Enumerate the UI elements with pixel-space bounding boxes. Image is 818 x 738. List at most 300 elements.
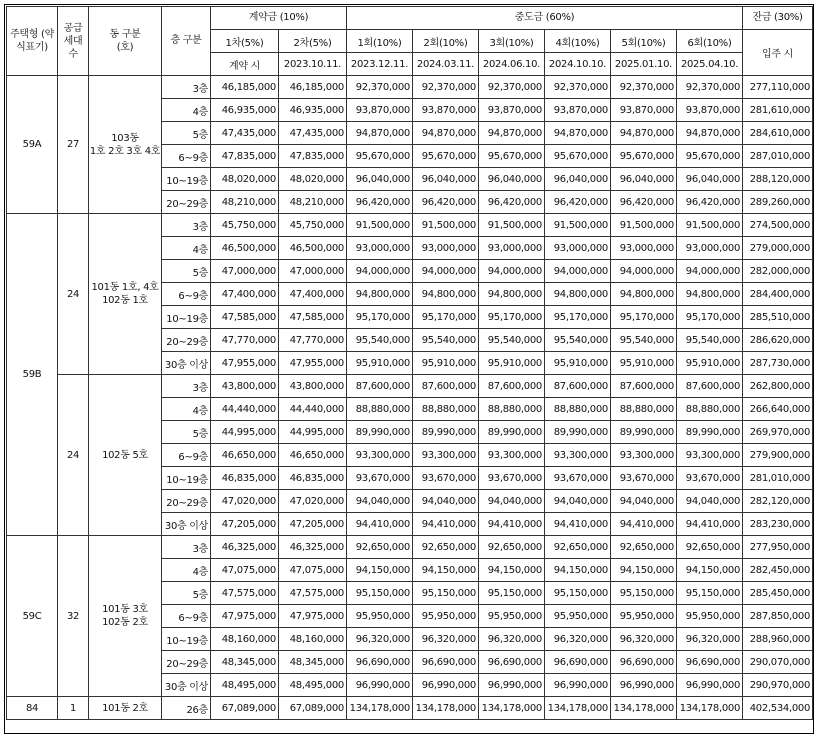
middle-3-cell: 88,880,000 (479, 398, 545, 421)
middle-2-cell: 94,410,000 (413, 513, 479, 536)
middle-5-cell: 92,370,000 (611, 76, 677, 99)
middle-4-cell: 94,800,000 (545, 283, 611, 306)
middle-4-cell: 96,040,000 (545, 168, 611, 191)
contract-1-cell: 47,205,000 (211, 513, 279, 536)
contract-1-cell: 48,495,000 (211, 674, 279, 697)
middle-5-cell: 95,950,000 (611, 605, 677, 628)
contract-2-cell: 67,089,000 (279, 697, 347, 720)
middle-1-cell: 91,500,000 (347, 214, 413, 237)
header-middle-3: 3회(10%) (479, 30, 545, 53)
balance-cell: 262,800,000 (743, 375, 813, 398)
contract-2-cell: 47,435,000 (279, 122, 347, 145)
header-contract-1: 1차(5%) (211, 30, 279, 53)
contract-2-cell: 47,770,000 (279, 329, 347, 352)
middle-6-cell: 96,420,000 (677, 191, 743, 214)
contract-1-cell: 47,020,000 (211, 490, 279, 513)
middle-1-cell: 96,420,000 (347, 191, 413, 214)
middle-3-cell: 93,670,000 (479, 467, 545, 490)
middle-5-cell: 94,870,000 (611, 122, 677, 145)
floor-cell: 30층 이상 (162, 674, 211, 697)
middle-2-cell: 93,670,000 (413, 467, 479, 490)
middle-1-cell: 96,690,000 (347, 651, 413, 674)
middle-6-cell: 94,150,000 (677, 559, 743, 582)
contract-2-cell: 47,575,000 (279, 582, 347, 605)
middle-6-cell: 89,990,000 (677, 421, 743, 444)
middle-2-cell: 94,800,000 (413, 283, 479, 306)
middle-4-cell: 92,370,000 (545, 76, 611, 99)
header-middle-5: 5회(10%) (611, 30, 677, 53)
type-cell: 84 (7, 697, 58, 720)
middle-3-cell: 134,178,000 (479, 697, 545, 720)
balance-cell: 266,640,000 (743, 398, 813, 421)
middle-2-cell: 91,500,000 (413, 214, 479, 237)
middle-4-cell: 95,910,000 (545, 352, 611, 375)
dong-cell: 101동 1호, 4호 102동 1호 (89, 214, 162, 375)
supply-cell: 24 (58, 214, 89, 375)
middle-6-cell: 93,000,000 (677, 237, 743, 260)
table-body (7, 76, 813, 720)
balance-cell: 285,510,000 (743, 306, 813, 329)
middle-5-cell: 93,870,000 (611, 99, 677, 122)
middle-4-cell: 94,000,000 (545, 260, 611, 283)
balance-cell: 282,000,000 (743, 260, 813, 283)
middle-4-cell: 94,870,000 (545, 122, 611, 145)
floor-cell: 6~9층 (162, 283, 211, 306)
floor-cell: 3층 (162, 76, 211, 99)
middle-3-cell: 95,950,000 (479, 605, 545, 628)
balance-cell: 279,900,000 (743, 444, 813, 467)
contract-2-cell: 44,440,000 (279, 398, 347, 421)
middle-1-cell: 95,540,000 (347, 329, 413, 352)
balance-cell: 289,260,000 (743, 191, 813, 214)
contract-1-cell: 46,325,000 (211, 536, 279, 559)
middle-6-cell: 96,320,000 (677, 628, 743, 651)
balance-cell: 287,010,000 (743, 145, 813, 168)
floor-cell: 4층 (162, 237, 211, 260)
balance-cell: 281,610,000 (743, 99, 813, 122)
balance-cell: 285,450,000 (743, 582, 813, 605)
table-row (7, 697, 813, 720)
middle-1-cell: 92,370,000 (347, 76, 413, 99)
header-middle-1: 1회(10%) (347, 30, 413, 53)
dong-cell: 101동 2호 (89, 697, 162, 720)
middle-2-cell: 88,880,000 (413, 398, 479, 421)
header-balance-label: 입주 시 (743, 30, 813, 76)
middle-6-cell: 91,500,000 (677, 214, 743, 237)
middle-1-cell: 94,150,000 (347, 559, 413, 582)
middle-1-cell: 94,870,000 (347, 122, 413, 145)
middle-5-cell: 95,150,000 (611, 582, 677, 605)
middle-1-cell: 96,990,000 (347, 674, 413, 697)
floor-cell: 20~29층 (162, 329, 211, 352)
middle-2-cell: 92,370,000 (413, 76, 479, 99)
contract-2-cell: 46,935,000 (279, 99, 347, 122)
dong-cell: 101동 3호 102동 2호 (89, 536, 162, 697)
middle-2-cell: 96,690,000 (413, 651, 479, 674)
middle-6-cell: 134,178,000 (677, 697, 743, 720)
contract-2-cell: 47,975,000 (279, 605, 347, 628)
header-contract-2: 2차(5%) (279, 30, 347, 53)
middle-2-cell: 89,990,000 (413, 421, 479, 444)
middle-5-cell: 94,000,000 (611, 260, 677, 283)
header-date-m6: 2025.04.10. (677, 53, 743, 76)
middle-5-cell: 96,320,000 (611, 628, 677, 651)
balance-cell: 274,500,000 (743, 214, 813, 237)
middle-1-cell: 92,650,000 (347, 536, 413, 559)
floor-cell: 5층 (162, 421, 211, 444)
middle-4-cell: 95,150,000 (545, 582, 611, 605)
balance-cell: 282,120,000 (743, 490, 813, 513)
middle-2-cell: 134,178,000 (413, 697, 479, 720)
middle-1-cell: 93,300,000 (347, 444, 413, 467)
middle-4-cell: 96,320,000 (545, 628, 611, 651)
contract-1-cell: 46,185,000 (211, 76, 279, 99)
contract-1-cell: 43,800,000 (211, 375, 279, 398)
middle-3-cell: 93,300,000 (479, 444, 545, 467)
contract-2-cell: 47,205,000 (279, 513, 347, 536)
middle-6-cell: 95,540,000 (677, 329, 743, 352)
middle-4-cell: 93,300,000 (545, 444, 611, 467)
contract-2-cell: 47,020,000 (279, 490, 347, 513)
middle-2-cell: 95,170,000 (413, 306, 479, 329)
middle-5-cell: 94,410,000 (611, 513, 677, 536)
header-date-m1: 2023.12.11. (347, 53, 413, 76)
middle-5-cell: 96,420,000 (611, 191, 677, 214)
middle-5-cell: 96,990,000 (611, 674, 677, 697)
header-middle-2: 2회(10%) (413, 30, 479, 53)
floor-cell: 30층 이상 (162, 513, 211, 536)
supply-cell: 24 (58, 375, 89, 536)
header-contract-group: 계약금 (10%) (211, 7, 347, 30)
middle-1-cell: 94,800,000 (347, 283, 413, 306)
balance-cell: 284,400,000 (743, 283, 813, 306)
floor-cell: 20~29층 (162, 490, 211, 513)
middle-6-cell: 88,880,000 (677, 398, 743, 421)
middle-1-cell: 89,990,000 (347, 421, 413, 444)
middle-5-cell: 94,040,000 (611, 490, 677, 513)
contract-1-cell: 48,160,000 (211, 628, 279, 651)
middle-6-cell: 96,690,000 (677, 651, 743, 674)
middle-1-cell: 94,410,000 (347, 513, 413, 536)
middle-3-cell: 95,670,000 (479, 145, 545, 168)
contract-1-cell: 47,585,000 (211, 306, 279, 329)
middle-3-cell: 94,410,000 (479, 513, 545, 536)
middle-1-cell: 88,880,000 (347, 398, 413, 421)
middle-2-cell: 94,870,000 (413, 122, 479, 145)
middle-1-cell: 95,670,000 (347, 145, 413, 168)
middle-2-cell: 92,650,000 (413, 536, 479, 559)
middle-4-cell: 95,670,000 (545, 145, 611, 168)
middle-4-cell: 134,178,000 (545, 697, 611, 720)
contract-2-cell: 47,000,000 (279, 260, 347, 283)
middle-3-cell: 93,000,000 (479, 237, 545, 260)
middle-4-cell: 87,600,000 (545, 375, 611, 398)
middle-3-cell: 96,690,000 (479, 651, 545, 674)
balance-cell: 279,000,000 (743, 237, 813, 260)
middle-3-cell: 96,320,000 (479, 628, 545, 651)
middle-3-cell: 87,600,000 (479, 375, 545, 398)
middle-2-cell: 93,000,000 (413, 237, 479, 260)
middle-4-cell: 95,170,000 (545, 306, 611, 329)
contract-2-cell: 46,650,000 (279, 444, 347, 467)
floor-cell: 6~9층 (162, 444, 211, 467)
balance-cell: 282,450,000 (743, 559, 813, 582)
contract-1-cell: 47,435,000 (211, 122, 279, 145)
contract-1-cell: 47,000,000 (211, 260, 279, 283)
floor-cell: 6~9층 (162, 145, 211, 168)
contract-2-cell: 46,835,000 (279, 467, 347, 490)
contract-2-cell: 48,160,000 (279, 628, 347, 651)
table-row (7, 536, 813, 559)
dong-cell: 102동 5호 (89, 375, 162, 536)
middle-3-cell: 93,870,000 (479, 99, 545, 122)
floor-cell: 4층 (162, 99, 211, 122)
header-balance-group: 잔금 (30%) (743, 7, 813, 30)
contract-2-cell: 48,020,000 (279, 168, 347, 191)
contract-2-cell: 45,750,000 (279, 214, 347, 237)
contract-1-cell: 47,770,000 (211, 329, 279, 352)
middle-1-cell: 93,000,000 (347, 237, 413, 260)
middle-5-cell: 95,170,000 (611, 306, 677, 329)
contract-1-cell: 48,345,000 (211, 651, 279, 674)
middle-5-cell: 88,880,000 (611, 398, 677, 421)
contract-1-cell: 47,975,000 (211, 605, 279, 628)
header-date-m4: 2024.10.10. (545, 53, 611, 76)
middle-4-cell: 93,670,000 (545, 467, 611, 490)
floor-cell: 30층 이상 (162, 352, 211, 375)
middle-6-cell: 94,040,000 (677, 490, 743, 513)
contract-2-cell: 46,500,000 (279, 237, 347, 260)
middle-3-cell: 94,040,000 (479, 490, 545, 513)
contract-1-cell: 47,075,000 (211, 559, 279, 582)
contract-1-cell: 47,575,000 (211, 582, 279, 605)
floor-cell: 10~19층 (162, 168, 211, 191)
contract-1-cell: 47,955,000 (211, 352, 279, 375)
middle-2-cell: 93,870,000 (413, 99, 479, 122)
contract-2-cell: 43,800,000 (279, 375, 347, 398)
type-cell: 59B (7, 214, 58, 536)
header-date-c2: 2023.10.11. (279, 53, 347, 76)
floor-cell: 10~19층 (162, 467, 211, 490)
floor-cell: 20~29층 (162, 191, 211, 214)
middle-3-cell: 95,540,000 (479, 329, 545, 352)
header-date-m3: 2024.06.10. (479, 53, 545, 76)
middle-5-cell: 95,910,000 (611, 352, 677, 375)
middle-2-cell: 94,040,000 (413, 490, 479, 513)
contract-1-cell: 47,835,000 (211, 145, 279, 168)
middle-2-cell: 95,950,000 (413, 605, 479, 628)
contract-1-cell: 44,440,000 (211, 398, 279, 421)
middle-6-cell: 95,150,000 (677, 582, 743, 605)
floor-cell: 5층 (162, 122, 211, 145)
contract-2-cell: 47,835,000 (279, 145, 347, 168)
balance-cell: 281,010,000 (743, 467, 813, 490)
type-cell: 59C (7, 536, 58, 697)
middle-1-cell: 94,040,000 (347, 490, 413, 513)
middle-4-cell: 93,000,000 (545, 237, 611, 260)
middle-3-cell: 94,800,000 (479, 283, 545, 306)
supply-cell: 1 (58, 697, 89, 720)
middle-6-cell: 93,300,000 (677, 444, 743, 467)
header-middle-group: 중도금 (60%) (347, 7, 743, 30)
header-middle-6: 6회(10%) (677, 30, 743, 53)
header-floor: 층 구분 (162, 7, 211, 76)
middle-3-cell: 89,990,000 (479, 421, 545, 444)
header-date-c1: 계약 시 (211, 53, 279, 76)
middle-6-cell: 94,800,000 (677, 283, 743, 306)
middle-3-cell: 96,040,000 (479, 168, 545, 191)
floor-cell: 10~19층 (162, 306, 211, 329)
middle-2-cell: 94,000,000 (413, 260, 479, 283)
header-date-m5: 2025.01.10. (611, 53, 677, 76)
middle-5-cell: 87,600,000 (611, 375, 677, 398)
contract-2-cell: 47,075,000 (279, 559, 347, 582)
type-cell: 59A (7, 76, 58, 214)
middle-6-cell: 94,000,000 (677, 260, 743, 283)
middle-2-cell: 95,540,000 (413, 329, 479, 352)
middle-6-cell: 92,370,000 (677, 76, 743, 99)
middle-4-cell: 94,040,000 (545, 490, 611, 513)
middle-6-cell: 93,870,000 (677, 99, 743, 122)
contract-1-cell: 67,089,000 (211, 697, 279, 720)
table-row (7, 375, 813, 398)
balance-cell: 290,970,000 (743, 674, 813, 697)
middle-5-cell: 91,500,000 (611, 214, 677, 237)
middle-5-cell: 92,650,000 (611, 536, 677, 559)
middle-5-cell: 96,690,000 (611, 651, 677, 674)
middle-1-cell: 96,320,000 (347, 628, 413, 651)
middle-2-cell: 96,320,000 (413, 628, 479, 651)
middle-4-cell: 94,410,000 (545, 513, 611, 536)
balance-cell: 283,230,000 (743, 513, 813, 536)
floor-cell: 4층 (162, 559, 211, 582)
header-dong: 동 구분 (호) (89, 7, 162, 76)
middle-4-cell: 96,990,000 (545, 674, 611, 697)
balance-cell: 284,610,000 (743, 122, 813, 145)
contract-1-cell: 47,400,000 (211, 283, 279, 306)
contract-2-cell: 47,400,000 (279, 283, 347, 306)
supply-cell: 32 (58, 536, 89, 697)
middle-3-cell: 92,370,000 (479, 76, 545, 99)
contract-2-cell: 46,325,000 (279, 536, 347, 559)
middle-4-cell: 89,990,000 (545, 421, 611, 444)
floor-cell: 3층 (162, 536, 211, 559)
balance-cell: 288,120,000 (743, 168, 813, 191)
middle-3-cell: 96,990,000 (479, 674, 545, 697)
middle-1-cell: 95,910,000 (347, 352, 413, 375)
middle-2-cell: 94,150,000 (413, 559, 479, 582)
header-type: 주택형 (약식표기) (7, 7, 58, 76)
header-supply: 공급 세대수 (58, 7, 89, 76)
middle-4-cell: 96,420,000 (545, 191, 611, 214)
middle-1-cell: 95,950,000 (347, 605, 413, 628)
middle-4-cell: 95,540,000 (545, 329, 611, 352)
middle-2-cell: 96,420,000 (413, 191, 479, 214)
balance-cell: 277,110,000 (743, 76, 813, 99)
floor-cell: 3층 (162, 214, 211, 237)
balance-cell: 287,850,000 (743, 605, 813, 628)
contract-1-cell: 44,995,000 (211, 421, 279, 444)
table-row (7, 76, 813, 99)
middle-3-cell: 96,420,000 (479, 191, 545, 214)
middle-1-cell: 95,150,000 (347, 582, 413, 605)
contract-1-cell: 46,835,000 (211, 467, 279, 490)
middle-4-cell: 92,650,000 (545, 536, 611, 559)
middle-6-cell: 93,670,000 (677, 467, 743, 490)
contract-2-cell: 47,585,000 (279, 306, 347, 329)
contract-2-cell: 47,955,000 (279, 352, 347, 375)
middle-5-cell: 93,000,000 (611, 237, 677, 260)
middle-3-cell: 95,170,000 (479, 306, 545, 329)
table-row (7, 214, 813, 237)
middle-5-cell: 134,178,000 (611, 697, 677, 720)
middle-4-cell: 93,870,000 (545, 99, 611, 122)
middle-2-cell: 95,150,000 (413, 582, 479, 605)
contract-1-cell: 46,650,000 (211, 444, 279, 467)
contract-2-cell: 48,210,000 (279, 191, 347, 214)
middle-6-cell: 92,650,000 (677, 536, 743, 559)
middle-4-cell: 96,690,000 (545, 651, 611, 674)
middle-2-cell: 96,990,000 (413, 674, 479, 697)
middle-6-cell: 95,910,000 (677, 352, 743, 375)
contract-2-cell: 44,995,000 (279, 421, 347, 444)
balance-cell: 269,970,000 (743, 421, 813, 444)
middle-5-cell: 94,800,000 (611, 283, 677, 306)
middle-4-cell: 88,880,000 (545, 398, 611, 421)
header-date-m2: 2024.03.11. (413, 53, 479, 76)
contract-1-cell: 46,500,000 (211, 237, 279, 260)
middle-1-cell: 96,040,000 (347, 168, 413, 191)
balance-cell: 287,730,000 (743, 352, 813, 375)
header-middle-4: 4회(10%) (545, 30, 611, 53)
middle-1-cell: 134,178,000 (347, 697, 413, 720)
middle-6-cell: 95,170,000 (677, 306, 743, 329)
middle-1-cell: 87,600,000 (347, 375, 413, 398)
contract-1-cell: 48,210,000 (211, 191, 279, 214)
floor-cell: 5층 (162, 582, 211, 605)
middle-5-cell: 93,300,000 (611, 444, 677, 467)
middle-5-cell: 95,540,000 (611, 329, 677, 352)
middle-5-cell: 96,040,000 (611, 168, 677, 191)
floor-cell: 5층 (162, 260, 211, 283)
middle-5-cell: 89,990,000 (611, 421, 677, 444)
middle-4-cell: 95,950,000 (545, 605, 611, 628)
middle-3-cell: 94,870,000 (479, 122, 545, 145)
contract-2-cell: 48,495,000 (279, 674, 347, 697)
dong-cell: 103동 1호 2호 3호 4호 (89, 76, 162, 214)
floor-cell: 10~19층 (162, 628, 211, 651)
middle-6-cell: 96,040,000 (677, 168, 743, 191)
balance-cell: 286,620,000 (743, 329, 813, 352)
middle-6-cell: 94,410,000 (677, 513, 743, 536)
middle-4-cell: 91,500,000 (545, 214, 611, 237)
middle-2-cell: 95,910,000 (413, 352, 479, 375)
middle-3-cell: 94,150,000 (479, 559, 545, 582)
middle-3-cell: 95,910,000 (479, 352, 545, 375)
contract-2-cell: 48,345,000 (279, 651, 347, 674)
middle-3-cell: 94,000,000 (479, 260, 545, 283)
balance-cell: 277,950,000 (743, 536, 813, 559)
contract-1-cell: 45,750,000 (211, 214, 279, 237)
middle-5-cell: 95,670,000 (611, 145, 677, 168)
contract-1-cell: 46,935,000 (211, 99, 279, 122)
middle-1-cell: 93,870,000 (347, 99, 413, 122)
floor-cell: 20~29층 (162, 651, 211, 674)
middle-2-cell: 87,600,000 (413, 375, 479, 398)
middle-3-cell: 95,150,000 (479, 582, 545, 605)
balance-cell: 290,070,000 (743, 651, 813, 674)
floor-cell: 26층 (162, 697, 211, 720)
